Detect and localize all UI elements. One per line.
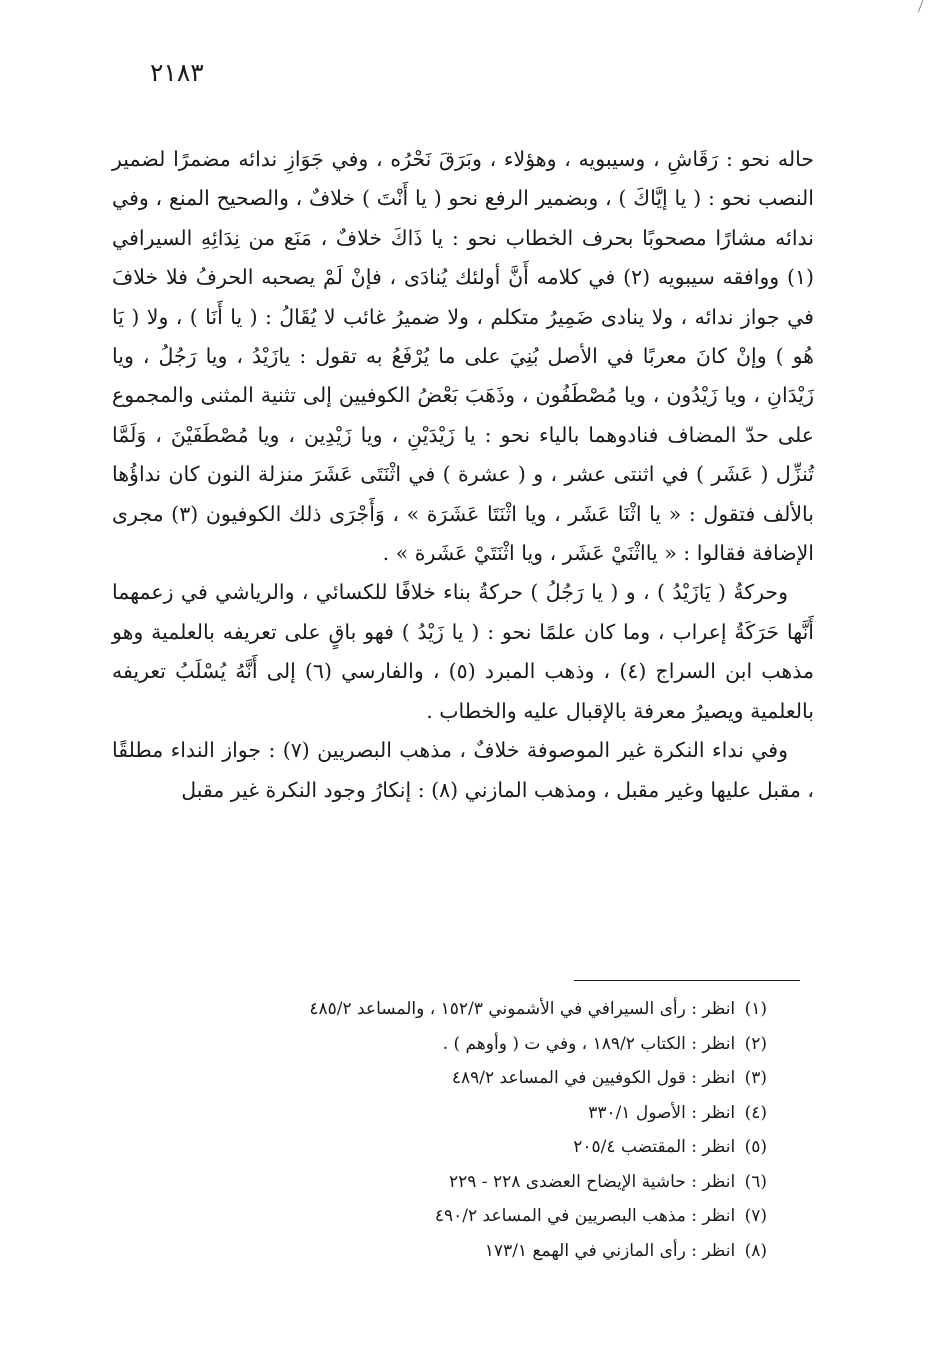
footnote-text: انظر : رأى السيرافي في الأشموني ١٥٢/٣ ، والمساعد ٤٨٥/٢ <box>309 999 736 1019</box>
footnotes-list <box>167 992 767 1268</box>
footnote-text: انظر : رأى المازني في الهمع ١٧٣/١ <box>484 1240 736 1261</box>
footnote-number: (٢) <box>744 1033 767 1054</box>
footnote-text: انظر : مذهب البصريين في المساعد ٤٩٠/٢ <box>434 1206 736 1226</box>
main-text <box>112 140 814 810</box>
footnote-number: (١) <box>744 999 767 1019</box>
footnote-text: انظر : الكتاب ١٨٩/٢ ، وفي ت ( وأوهم ) . <box>442 1033 736 1054</box>
paragraph-3: وفي نداء النكرة غير الموصوفة خلافٌ ، مذهب البصريين (٧) : جواز النداء مطلقًا ، مقبل عليها وغير مقبل ، ومذهب المازني (٨) : إنكارُ وجود النكرة غير مقبل <box>112 738 814 802</box>
footnote-number: (٨) <box>744 1240 767 1261</box>
footnote-separator <box>574 980 800 981</box>
footnote-number: (٦) <box>744 1171 767 1192</box>
footnote-6 <box>167 1165 767 1200</box>
footnote-2 <box>167 1027 767 1062</box>
footnote-text: انظر : حاشية الإيضاح العضدى ٢٢٨ - ٢٢٩ <box>448 1171 736 1192</box>
footnote-number: (٥) <box>744 1137 767 1157</box>
paragraph-2: وحركةُ ( يَازَيْدُ ) ، و ( يا رَجُلُ ) حركةُ بناء خلافًا للكسائي ، والرياشي في زعمهما أَنَّها حَرَكَةُ إعراب ، وما كان علمًا نحو : ( يا زَيْدُ ) فهو باقٍ على تعريفه بالعلمية وهو مذهب ابن السراج (٤) ، وذهب المبرد (٥) ، والفارسي (٦) إلى أَنَّهُ يُسْلَبُ تعريفه بالعلمية ويصيرُ معرفة بالإقبال عليه والخطاب . <box>112 580 814 723</box>
footnote-number: (٤) <box>744 1102 767 1123</box>
page-number: ٢١٨٣ <box>150 58 204 87</box>
footnote-4 <box>167 1096 767 1131</box>
footnote-number: (٣) <box>744 1068 767 1088</box>
footnote-7 <box>167 1199 767 1234</box>
footnote-text: انظر : قول الكوفيين في المساعد ٤٨٩/٢ <box>451 1068 736 1088</box>
scan-corner-mark <box>918 0 931 15</box>
paragraph-1: حاله نحو : رَقَاشِ ، وسيبويه ، وهؤلاء ، وبَرَقَ نَحْرُه ، وفي جَوَازِ ندائه مضمرًا لضمير النصب نحو : ( يا إيَّاكَ ) ، وبضمير الرفع نحو ( يا أَنْتَ ) خلافٌ ، والصحيح المنع ، وفي ندائه مشارًا مصحوبًا بحرف الخطاب نحو : يا ذَاكَ خلافٌ ، مَنَع من نِدَائِهِ السيرافي (١) ووافقه سيبويه (٢) في كلامه أَنَّ أولئك يُنادَى ، فإنْ لَمْ يصحبه الحرفُ فلا خلافَ في جواز ندائه ، ولا ينادى ضَمِيرُ متكلم ، ولا ضميرُ غائب لا يُقَالُ : ( يا أَنَا ) ، ولا ( يَا هُو ) وإنْ كانَ معربًا في الأصل بُنِيَ على ما يُرْفَعُ به تقول : يازَيْدُ ، ويا رَجُلُ ، ويا زَيْدَانِ ، ويا زَيْدُون ، ويا مُصْطَفُون ، وذَهَبَ بَعْضُ الكوفيين إلى تثنية المثنى والمجموع على حدّ المضاف فنادوهما بالياء نحو : يا زَيْدَيْنِ ، ويا زَيْدِين ، ويا مُصْطَفَيْنَ ، وَلَمَّا تُنزِّل ( عَشَر ) في اثنتى عشر ، و ( عشرة ) في اثْنَتَى عَشَرَ منزلة النون كان نداؤُها بالألف فتقول : « يا اثْنَا عَشَر ، ويا اثْنَتَا عَشَرَة » ، وَأَجْرَى ذلك الكوفيون (٣) مجرى الإضافة فقالوا : « يااثْنَيْ عَشَر ، ويا اثْنَتَيْ عَشَرة » . <box>112 147 814 566</box>
footnote-text: انظر : الأصول ٣٣٠/١ <box>588 1102 736 1123</box>
footnote-3 <box>167 1061 767 1096</box>
footnote-5 <box>167 1130 767 1165</box>
footnote-1 <box>167 992 767 1027</box>
footnote-number: (٧) <box>744 1206 767 1226</box>
footnote-8 <box>167 1234 767 1269</box>
footnote-text: انظر : المقتضب ٢٠٥/٤ <box>573 1137 736 1157</box>
